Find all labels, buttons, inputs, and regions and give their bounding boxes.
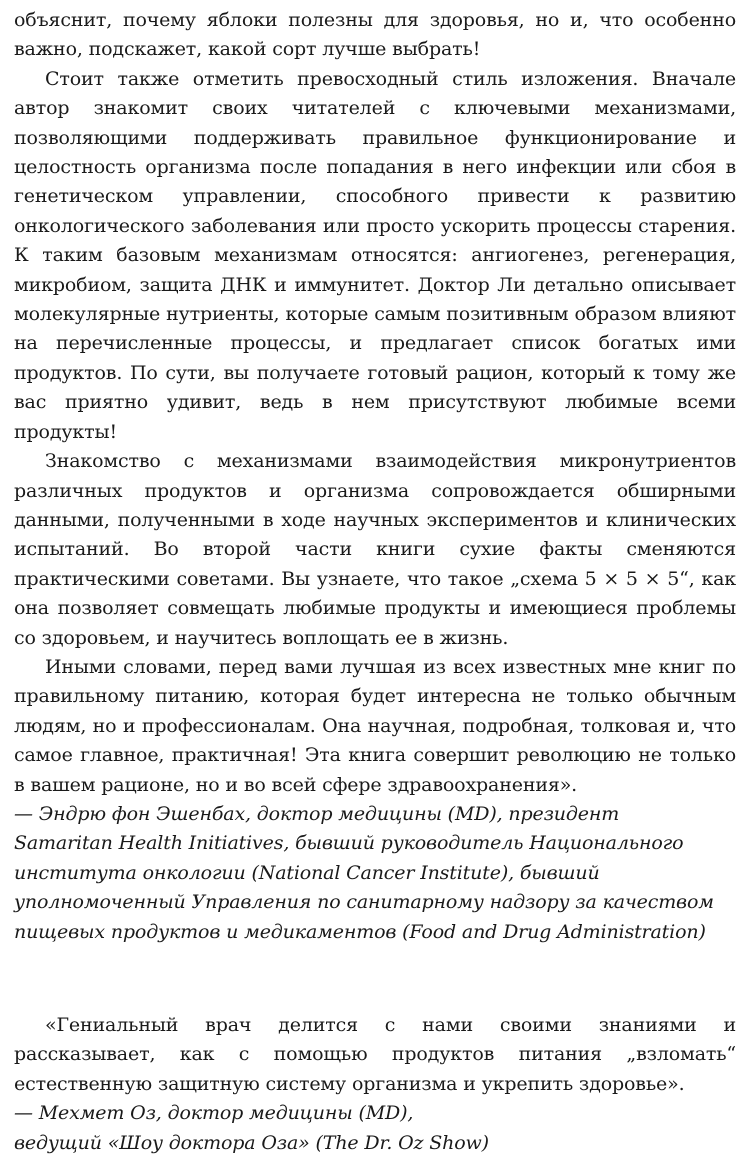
attribution-line: пищевых продуктов и медикаментов (Food and Drug Administration) [14,920,706,943]
paragraph-continuation: объяснит, почему яблоки полезны для здоровья, но и, что особенно важно, подскажет, какой сорт лучше выбрать! [14,9,736,61]
attribution-line: — Мехмет Оз, доктор медицины (MD), [14,1102,414,1125]
attribution-line: института онкологии (National Cancer Institute), бывший [14,861,600,884]
paragraph-style: Стоит также отметить превосходный стиль изложения. Вначале автор знакомит своих читателей с ключевыми механизмами, позволяющими поддерживать правильное функционирование и целостность организма после попадания в него инфекции или сбоя в генетическом управлении, способного привести к развитию онкологического заболевания или просто ускорить процессы старения. К таким базовым механизмам относятся: ангиогенез, регенерация, микробиом, защита ДНК и иммунитет. Доктор Ли детально описывает молекулярные нутриенты, которые самым позитивным образом влияют на перечисленные процессы, и предлагает список богатых ими продуктов. По сути, вы получаете готовый рацион, который к тому же вас приятно удивит, ведь в нем присутствуют любимые всеми продукты! [14,67,736,443]
book-page [14,6,736,1158]
quote-oz: «Гениальный врач делится с нами своими знаниями и рассказывает, как с помощью продуктов питания „взломать“ естественную защитную систему организма и укрепить здоровье». [14,1014,736,1095]
attribution-eschenbach [14,800,736,947]
paragraph-conclusion: Иными словами, перед вами лучшая из всех известных мне книг по правильному питанию, которая будет интересна не только обычным людям, но и профессионалам. Она научная, подробная, толковая и, что самое главное, практичная! Эта книга совершит революцию не только в вашем рационе, но и во всей сфере здравоохранения». [14,655,736,796]
section-spacer [14,947,736,1011]
attribution-line: ведущий «Шоу доктора Оза» (The Dr. Oz Show) [14,1131,489,1154]
attribution-line: уполномоченный Управления по санитарному надзору за качеством [14,891,714,914]
paragraph-mechanisms: Знакомство с механизмами взаимодействия микронутриентов различных продуктов и организма сопровождается обширными данными, полученными в ходе научных экспериментов и клинических испытаний. Во второй части книги сухие факты сменяются практическими советами. Вы узнаете, что такое „схема 5 × 5 × 5“, как она позволяет совмещать любимые продукты и имеющиеся проблемы со здоровьем, и научитесь воплощать ее в жизнь. [14,450,736,649]
attribution-oz [14,1099,736,1158]
attribution-line: — Эндрю фон Эшенбах, доктор медицины (MD), президент [14,802,620,825]
attribution-line: Samaritan Health Initiatives, бывший руководитель Национального [14,832,684,855]
